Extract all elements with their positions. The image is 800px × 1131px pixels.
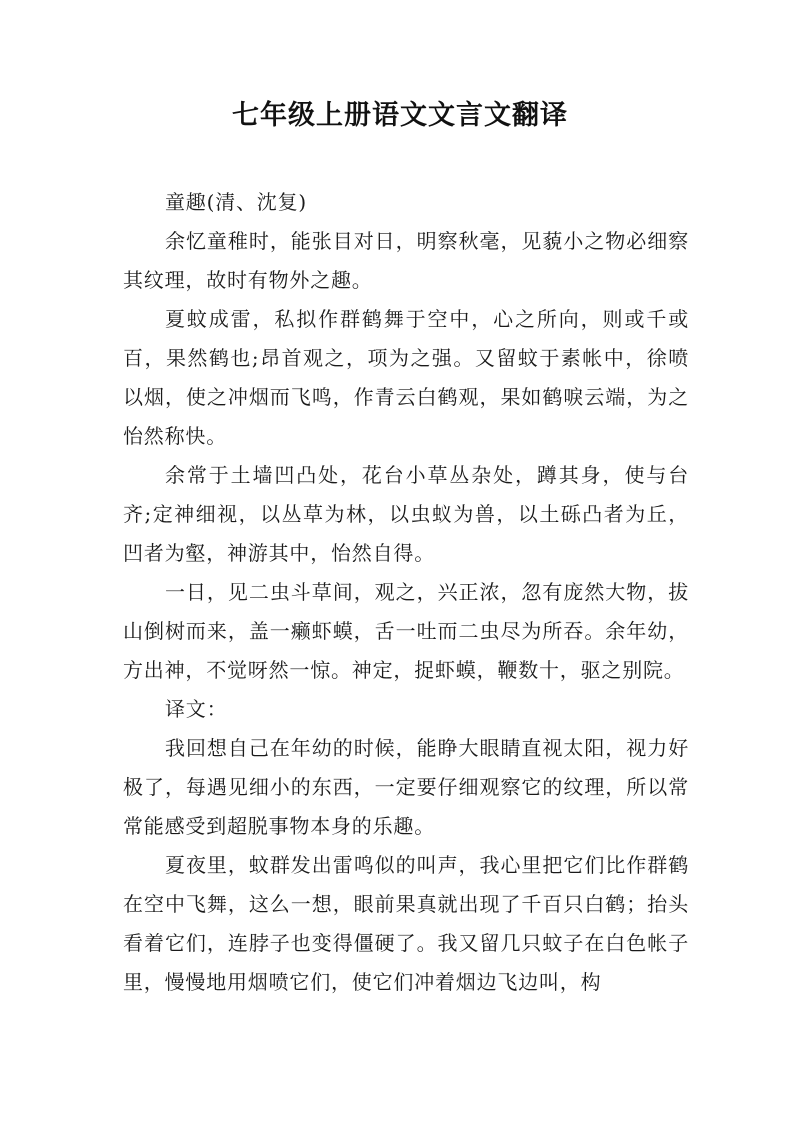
page-title: 七年级上册语文文言文翻译 <box>232 100 568 131</box>
paragraph-1: 余忆童稚时，能张目对日，明察秋毫，见藐小之物必细察其纹理，故时有物外之趣。 <box>123 229 689 292</box>
paragraph-2: 夏蚊成雷，私拟作群鹤舞于空中，心之所向，则或千或百，果然鹤也;昂首观之，项为之强。又留蚊于素帐中，徐喷以烟，使之冲烟而飞鸣，作青云白鹤观，果如鹤唳云端，为之怡然称快。 <box>123 307 689 448</box>
paragraph-translation-2: 夏夜里，蚊群发出雷鸣似的叫声，我心里把它们比作群鹤在空中飞舞，这么一想，眼前果真就出现了千百只白鹤；抬头看着它们，连脖子也变得僵硬了。我又留几只蚊子在白色帐子里，慢慢地用烟喷它们，使它们冲着烟边飞边叫，构 <box>123 853 689 994</box>
paragraph-3: 余常于土墙凹凸处，花台小草丛杂处，蹲其身，使与台齐;定神细视，以丛草为林，以虫蚁为兽，以土砾凸者为丘，凹者为壑，神游其中，怡然自得。 <box>123 463 689 565</box>
document-body <box>123 183 689 1002</box>
paragraph-translation-label: 译文： <box>165 697 228 721</box>
paragraph-translation-1: 我回想自己在年幼的时候，能睁大眼睛直视太阳，视力好极了，每遇见细小的东西，一定要仔细观察它的纹理，所以常常能感受到超脱事物本身的乐趣。 <box>123 736 689 838</box>
paragraph-heading-tongqu: 童趣(清、沈复) <box>165 190 308 214</box>
paragraph-4: 一日，见二虫斗草间，观之，兴正浓，忽有庞然大物，拔山倒树而来，盖一癞虾蟆，舌一吐而二虫尽为所吞。余年幼，方出神，不觉呀然一惊。神定，捉虾蟆，鞭数十，驱之别院。 <box>123 580 689 682</box>
